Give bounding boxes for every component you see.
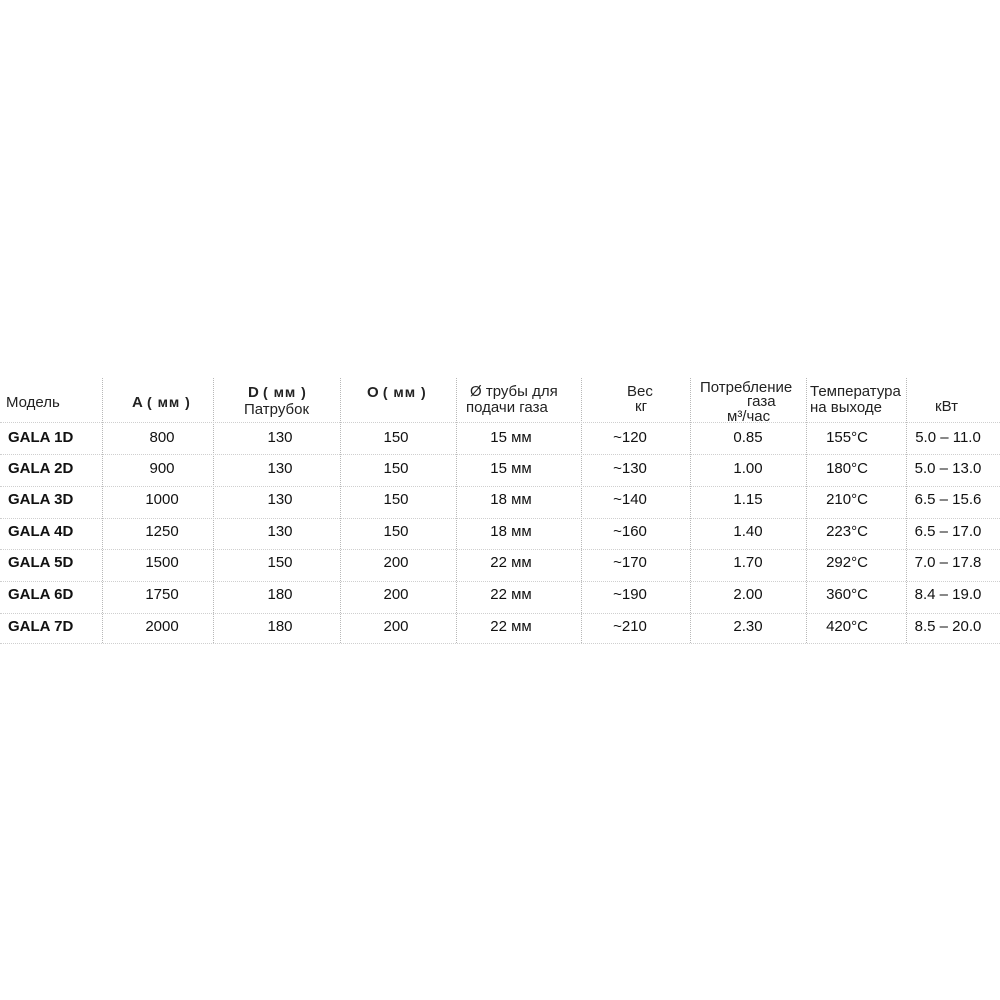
row-divider xyxy=(0,486,1000,487)
cell-a: 1250 xyxy=(145,523,179,540)
cell-pipe: 15 мм xyxy=(490,460,532,477)
cell-power: 8.5 – 20.0 xyxy=(914,618,982,635)
cell-o: 150 xyxy=(383,429,409,446)
cell-o: 150 xyxy=(383,523,409,540)
row-divider xyxy=(0,454,1000,455)
cell-gas: 1.40 xyxy=(733,523,763,540)
cell-temp: 210°C xyxy=(826,491,868,508)
cell-d: 150 xyxy=(267,554,293,571)
cell-temp: 223°C xyxy=(826,523,868,540)
cell-gas: 1.00 xyxy=(733,460,763,477)
cell-gas: 1.15 xyxy=(733,491,763,508)
cell-a: 2000 xyxy=(145,618,179,635)
cell-model: GALA 5D xyxy=(8,554,74,571)
cell-gas: 2.30 xyxy=(733,618,763,635)
row-divider xyxy=(0,581,1000,582)
header-temp-line2: на выходе xyxy=(810,399,882,416)
header-gas-line2: газа xyxy=(747,393,776,410)
cell-gas: 1.70 xyxy=(733,554,763,571)
header-d-sub: Патрубок xyxy=(244,401,310,418)
header-a xyxy=(132,395,191,410)
header-model: Модель xyxy=(6,394,60,411)
cell-temp: 292°C xyxy=(826,554,868,571)
cell-model: GALA 3D xyxy=(8,491,74,508)
header-temp-line1: Температура xyxy=(810,383,901,400)
cell-temp: 155°C xyxy=(826,429,868,446)
cell-weight: ~170 xyxy=(613,554,647,571)
spec-table xyxy=(0,378,1000,643)
cell-model: GALA 2D xyxy=(8,460,74,477)
header-gas-line3: м³/час xyxy=(727,408,771,425)
cell-temp: 420°C xyxy=(826,618,868,635)
cell-a: 1750 xyxy=(145,586,179,603)
cell-o: 150 xyxy=(383,491,409,508)
cell-weight: ~140 xyxy=(613,491,647,508)
cell-d: 130 xyxy=(267,429,293,446)
cell-d: 130 xyxy=(267,460,293,477)
header-weight-line2: кг xyxy=(635,398,648,415)
header-gas-line1: Потребление xyxy=(700,379,793,396)
cell-power: 6.5 – 15.6 xyxy=(914,491,982,508)
row-divider xyxy=(0,549,1000,550)
cell-o: 200 xyxy=(383,618,409,635)
cell-d: 130 xyxy=(267,523,293,540)
cell-model: GALA 1D xyxy=(8,429,74,446)
cell-model: GALA 4D xyxy=(8,523,74,540)
cell-power: 8.4 – 19.0 xyxy=(914,586,982,603)
cell-d: 130 xyxy=(267,491,293,508)
cell-a: 900 xyxy=(149,460,175,477)
cell-d: 180 xyxy=(267,586,293,603)
cell-pipe: 22 мм xyxy=(490,554,532,571)
column-divider xyxy=(806,378,807,643)
column-divider xyxy=(456,378,457,643)
cell-d: 180 xyxy=(267,618,293,635)
cell-weight: ~120 xyxy=(613,429,647,446)
header-o-label: O xyxy=(367,384,379,401)
header-weight-line1: Вес xyxy=(627,383,653,400)
cell-gas: 0.85 xyxy=(733,429,763,446)
cell-weight: ~210 xyxy=(613,618,647,635)
cell-temp: 360°C xyxy=(826,586,868,603)
header-pipe-line1: Ø трубы для xyxy=(470,383,558,400)
header-d xyxy=(248,385,307,400)
cell-power: 6.5 – 17.0 xyxy=(914,523,982,540)
column-divider xyxy=(102,378,103,643)
header-o xyxy=(367,385,427,400)
header-power: кВт xyxy=(935,398,958,415)
cell-temp: 180°C xyxy=(826,460,868,477)
cell-model: GALA 7D xyxy=(8,618,74,635)
cell-o: 200 xyxy=(383,586,409,603)
cell-weight: ~160 xyxy=(613,523,647,540)
cell-model: GALA 6D xyxy=(8,586,74,603)
header-d-unit: ( мм ) xyxy=(263,384,307,400)
header-o-unit: ( мм ) xyxy=(382,384,427,400)
cell-pipe: 15 мм xyxy=(490,429,532,446)
cell-weight: ~130 xyxy=(613,460,647,477)
cell-power: 5.0 – 13.0 xyxy=(914,460,982,477)
column-divider xyxy=(581,378,582,643)
cell-weight: ~190 xyxy=(613,586,647,603)
header-d-label: D xyxy=(248,384,259,401)
header-pipe-line2: подачи газа xyxy=(466,399,548,416)
column-divider xyxy=(906,378,907,643)
cell-pipe: 18 мм xyxy=(490,523,532,540)
cell-a: 1500 xyxy=(145,554,179,571)
header-a-label: A xyxy=(132,394,143,411)
column-divider xyxy=(213,378,214,643)
cell-pipe: 22 мм xyxy=(490,586,532,603)
row-divider xyxy=(0,518,1000,519)
column-divider xyxy=(340,378,341,643)
cell-pipe: 22 мм xyxy=(490,618,532,635)
row-divider xyxy=(0,422,1000,423)
cell-gas: 2.00 xyxy=(733,586,763,603)
cell-a: 1000 xyxy=(145,491,179,508)
row-divider xyxy=(0,643,1000,644)
cell-a: 800 xyxy=(149,429,175,446)
cell-pipe: 18 мм xyxy=(490,491,532,508)
column-divider xyxy=(690,378,691,643)
row-divider xyxy=(0,613,1000,614)
cell-o: 150 xyxy=(383,460,409,477)
cell-power: 5.0 – 11.0 xyxy=(915,429,981,446)
header-a-unit: ( мм ) xyxy=(147,394,191,410)
cell-o: 200 xyxy=(383,554,409,571)
cell-power: 7.0 – 17.8 xyxy=(914,554,982,571)
